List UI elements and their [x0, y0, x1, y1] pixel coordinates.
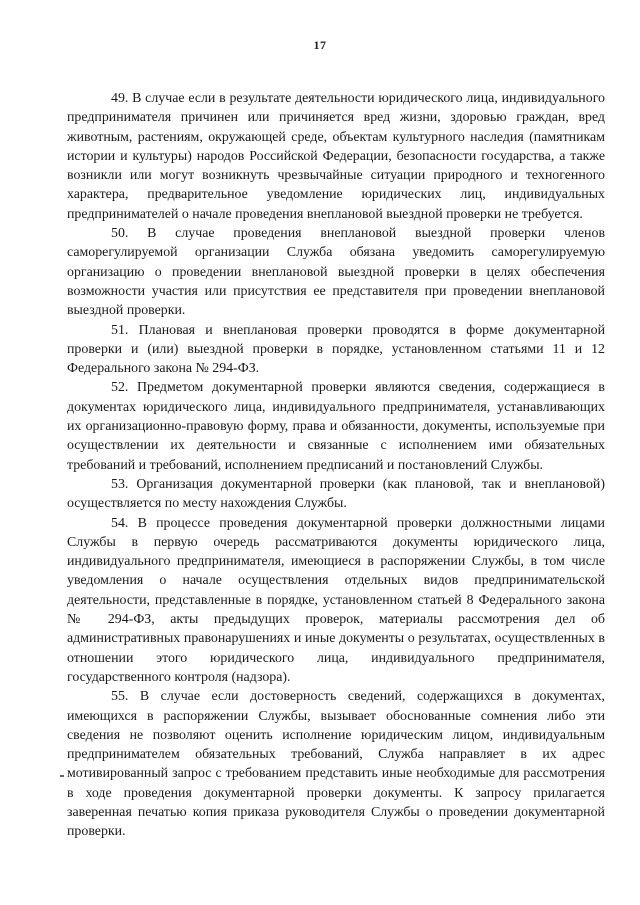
paragraph-52: 52. Предметом документарной проверки являются сведения, содержащиеся в документах юридического лица, индивидуального предпринимателя, устанавливающих их организационно-правовую форму, права и обязанности, документы, используемые при осуществлении их деятельности и связанные с исполнением ими обязательных требований и требований, исполнением предписаний и постановлений Службы.: [67, 380, 605, 473]
paragraph-50: 50. В случае проведения внеплановой выездной проверки членов саморегулируемой организации Служба обязана уведомить саморегулируемую организацию о проведении внеплановой выездной проверки в целях обеспечения возможности участия или присутствия ее представителя при проведении внеплановой выездной проверки.: [67, 226, 605, 319]
paragraph-53: 53. Организация документарной проверки (как плановой, так и внеплановой) осуществляется по месту нахождения Службы.: [67, 476, 605, 512]
paragraph-51: 51. Плановая и внеплановая проверки проводятся в форме документарной проверки и (или) выездной проверки в порядке, установленном статьями 11 и 12 Федерального закона № 294-ФЗ.: [67, 322, 605, 377]
paragraph-49: 49. В случае если в результате деятельности юридического лица, индивидуального предпринимателя причинен или причиняется вред жизни, здоровью граждан, вред животным, растениям, окружающей среде, объектам культурного наследия (памятникам истории и культуры) народов Российской Федерации, безопасности государства, а также возникли или могут возникнуть чрезвычайные ситуации природного и техногенного характера, предварительное уведомление юридических лиц, индивидуальных предпринимателей о начале проведения внеплановой выездной проверки не требуется.: [67, 91, 605, 222]
document-body: [67, 89, 605, 842]
paragraph-54: 54. В процессе проведения документарной проверки должностными лицами Службы в первую очередь рассматриваются документы юридического лица, индивидуального предпринимателя, имеющиеся в распоряжении Службы, в том числе уведомления о начале осуществления отдельных видов предпринимательской деятельности, представленные в порядке, установленном статьей 8 Федерального закона № 294-ФЗ, акты предыдущих проверок, материалы рассмотрения дел об административных правонарушениях и иные документы о результатах, осуществленных в отношении этого юридического лица, индивидуального предпринимателя, государственного контроля (надзора).: [67, 515, 605, 685]
page-number: 17: [313, 38, 327, 52]
scan-speck: [60, 775, 64, 777]
paragraph-55: 55. В случае если достоверность сведений, содержащихся в документах, имеющихся в распоряжении Службы, вызывает обоснованные сомнения либо эти сведения не позволяют оценить исполнение юридическим лицом, индивидуальным предпринимателем обязательных требований, Служба направляет в их адрес мотивированный запрос с требованием представить иные необходимые для рассмотрения в ходе проведения документарной проверки документы. К запросу прилагается заверенная печатью копия приказа руководителя Службы о проведении документарной проверки.: [67, 689, 605, 840]
